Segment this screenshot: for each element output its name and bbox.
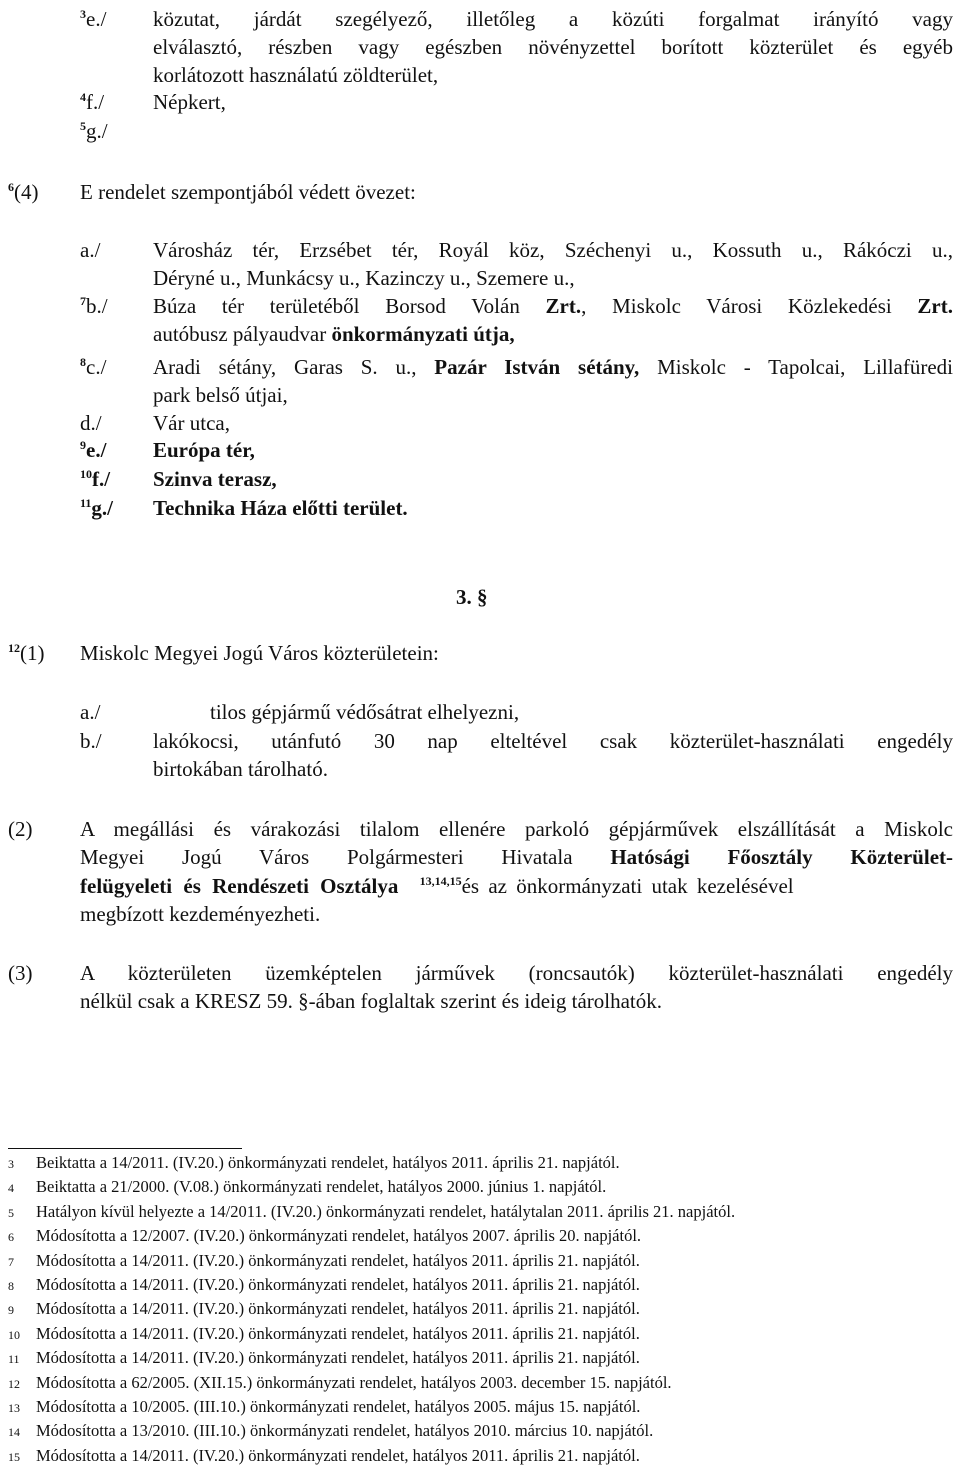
paragraph-number-1: $^{12}$(1) (8, 641, 45, 665)
footnote-number: 4 (8, 1181, 14, 1196)
footnote-number: 9 (8, 1303, 14, 1318)
paragraph-number-3: (3) (8, 961, 33, 985)
footnote-number: 13 (8, 1401, 20, 1415)
footnote-number: 15 (8, 1449, 20, 1464)
footnote-number: 12 (8, 1376, 20, 1391)
para1-label-a: a./ (80, 700, 101, 724)
zone-g-text: Technika Háza előtti terület. (153, 496, 408, 520)
zone-label-f: $^{10}$f./ (80, 467, 111, 491)
zone-c-line2: park belső útjai, (153, 383, 288, 407)
para3-line1: A közterületen üzemképtelen járművek (roncsautók) közterület-használati engedély (80, 961, 953, 985)
list-label-f: $^4$f./ (80, 90, 105, 114)
zone-label-a: a./ (80, 238, 101, 262)
footnote-number: 6 (8, 1230, 14, 1245)
para2-line3: felügyeleti és Rendészeti Osztálya $^{13,14,15}$és az önkormányzati utak kezelésével (80, 874, 794, 898)
footnote-separator (8, 1148, 242, 1149)
zone-label-c: $^8$c./ (80, 355, 107, 379)
zone-label-b: $^7$b./ (80, 294, 108, 318)
footnote-text: Beiktatta a 14/2011. (IV.20.) önkormányzati rendelet, hatályos 2011. április 21. napjától. (36, 1153, 620, 1172)
zone-a-line1: Városház tér, Erzsébet tér, Royál köz, Széchenyi u., Kossuth u., Rákóczi u., (153, 238, 953, 262)
list-label-g: $^5$g./ (80, 119, 108, 143)
footnote-text: Beiktatta a 21/2000. (V.08.) önkormányzati rendelet, hatályos 2000. június 1. napjától. (36, 1177, 607, 1197)
para3-line2: nélkül csak a KRESZ 59. §-ában foglaltak szerint és ideig tárolhatók. (80, 989, 663, 1013)
para2-line1: A megállási és várakozási tilalom ellenére parkoló gépjárművek elszállítását a Miskolc (80, 817, 953, 841)
paragraph-number-2: (2) (8, 817, 33, 841)
paragraph-number-4: $^6$(4) (8, 180, 39, 204)
para1-b-line1: lakókocsi, utánfutó 30 nap elteltével csak közterület-használati engedély (153, 729, 953, 753)
list-label-e: $^3$e./ (80, 7, 107, 31)
zone-label-e: $^9$e./ (80, 438, 107, 462)
footnote-number: 10 (8, 1327, 20, 1342)
zone-label-d: d./ (80, 411, 102, 435)
para1-b-line2: birtokában tárolható. (153, 757, 328, 781)
footnote-text: Módosította a 14/2011. (IV.20.) önkormányzati rendelet, hatályos 2011. április 21. napjától. (36, 1348, 640, 1368)
footnote-number: 7 (8, 1254, 14, 1269)
paragraph-4-text: E rendelet szempontjából védett övezet: (80, 180, 416, 204)
list-item-e-line2: elválasztó, részben vagy egészben növényzettel borított közterület és egyéb (153, 35, 953, 59)
zone-f-text: Szinva terasz, (153, 467, 277, 491)
zone-e-text: Európa tér, (153, 438, 255, 462)
zone-c-line1: Aradi sétány, Garas S. u., Pazár István sétány, Miskolc - Tapolcai, Lillafüredi (153, 355, 953, 379)
para1-label-b: b./ (80, 729, 102, 753)
list-item-f: Népkert, (153, 90, 226, 114)
footnote-text: Hatályon kívül helyezte a 14/2011. (IV.20.) önkormányzati rendelet, hatálytalan 2011. április 21. napjától. (36, 1201, 736, 1221)
zone-d-text: Vár utca, (153, 411, 230, 435)
footnote-number: 14 (8, 1425, 20, 1440)
zone-a-line2: Déryné u., Munkácsy u., Kazinczy u., Szemere u., (153, 266, 575, 290)
para1-a-text: tilos gépjármű védősátrat elhelyezni, (210, 700, 520, 724)
footnote-number: 11 (8, 1352, 20, 1367)
list-item-e-line3: korlátozott használatú zöldterület, (153, 63, 439, 87)
footnote-number: 8 (8, 1279, 14, 1293)
footnote-text: Módosította a 10/2005. (III.10.) önkormányzati rendelet, hatályos 2005. május 15. napjától. (36, 1397, 641, 1416)
footnote-text: Módosította a 12/2007. (IV.20.) önkormányzati rendelet, hatályos 2007. április 20. napjától. (36, 1226, 642, 1246)
footnote-text: Módosította a 14/2011. (IV.20.) önkormányzati rendelet, hatályos 2011. április 21. napjától. (36, 1275, 640, 1294)
para2-line2: Megyei Jogú Város Polgármesteri Hivatala Hatósági Főosztály Közterület- (80, 845, 954, 869)
footnote-number: 5 (8, 1205, 14, 1220)
footnote-text: Módosította a 62/2005. (XII.15.) önkormányzati rendelet, hatályos 2003. december 15. napjától. (36, 1372, 672, 1392)
zone-b-line2: autóbusz pályaudvar önkormányzati útja, (153, 322, 515, 346)
footnote-text: Módosította a 14/2011. (IV.20.) önkormányzati rendelet, hatályos 2011. április 21. napjától. (36, 1299, 640, 1319)
para2-line4: megbízott kezdeményezheti. (80, 902, 321, 926)
zone-label-g: $^{11}$g./ (80, 496, 113, 520)
footnote-text: Módosította a 14/2011. (IV.20.) önkormányzati rendelet, hatályos 2011. április 21. napjától. (36, 1250, 640, 1270)
list-item-e-line1: közutat, járdát szegélyező, illetőleg a közúti forgalmat irányító vagy (153, 7, 953, 31)
footnote-text: Módosította a 14/2011. (IV.20.) önkormányzati rendelet, hatályos 2011. április 21. napjától. (36, 1445, 640, 1465)
footnote-text: Módosította a 14/2011. (IV.20.) önkormányzati rendelet, hatályos 2011. április 21. napjától. (36, 1323, 640, 1343)
footnote-text: Módosította a 13/2010. (III.10.) önkormányzati rendelet, hatályos 2010. március 10. napjától. (36, 1421, 654, 1441)
footnote-number: 3 (8, 1157, 14, 1171)
section-heading: 3. § (456, 585, 488, 609)
paragraph-1-text: Miskolc Megyei Jogú Város közterületein: (80, 641, 439, 665)
zone-b-line1: Búza tér területéből Borsod Volán Zrt., Miskolc Városi Közlekedési Zrt. (153, 294, 953, 318)
